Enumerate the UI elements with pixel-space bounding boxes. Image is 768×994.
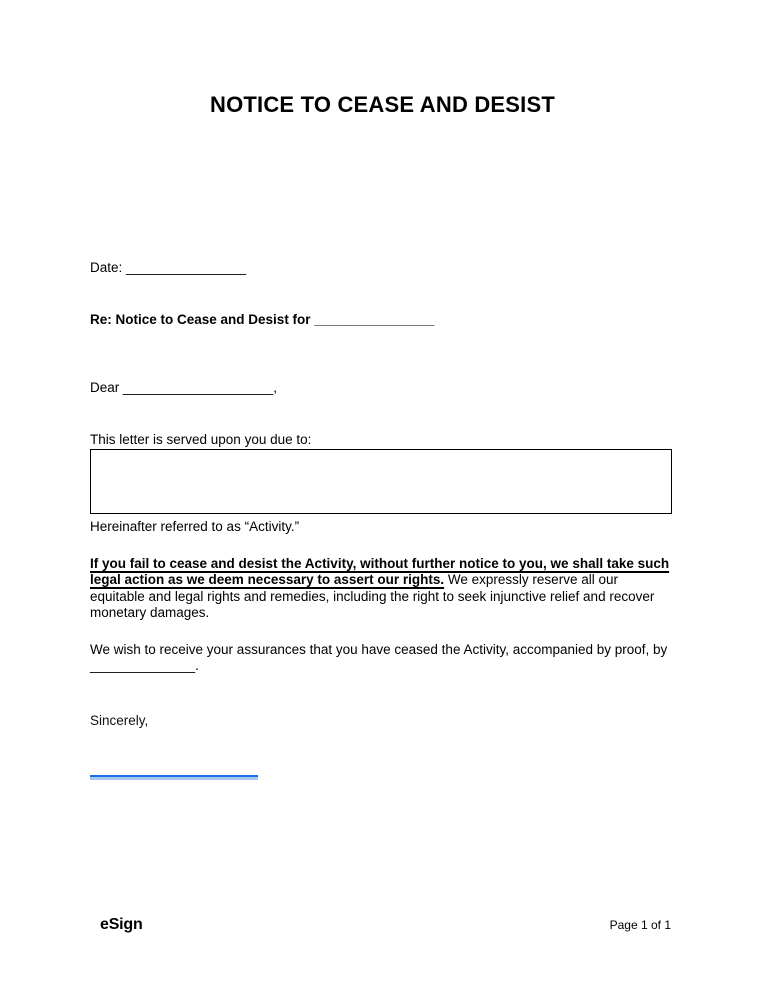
warning-rest-text: We expressly reserve all our equitable and legal rights and remedies, including the right to seek injunctive relief and recover monetary damages. [90,572,655,620]
re-blank-field[interactable]: ________________ [314,311,435,327]
proof-date-field[interactable]: ______________ [90,658,196,673]
warning-paragraph [90,556,675,622]
recipient-name-field[interactable]: ____________________ [123,380,274,395]
closing-label: Sincerely, [90,712,149,728]
esign-logo: eSign [100,916,143,933]
assurance-paragraph [90,642,675,675]
served-line: This letter is served upon you due to: [90,431,312,447]
assurance-text: We wish to receive your assurances that you have ceased the Activity, accompanied by proof, by [90,641,668,657]
hereinafter-line: Hereinafter referred to as “Activity.” [90,519,300,534]
salutation-line [90,380,675,397]
date-line [90,260,675,277]
activity-input-box[interactable] [90,449,672,514]
re-label: Re: Notice to Cease and Desist for [90,311,315,327]
signature-field[interactable] [90,775,258,780]
document-title: NOTICE TO CEASE AND DESIST [209,92,556,117]
salutation-label: Dear [90,380,124,395]
page-indicator: Page 1 of 1 [609,918,671,932]
date-blank-field[interactable]: ________________ [126,260,247,275]
footer [100,916,671,934]
date-label: Date: [90,260,127,275]
re-line [90,312,675,329]
assurance-period: . [195,658,199,673]
warning-bold-text: If you fail to cease and desist the Activity, without further notice to you, we shall take such legal action as we deem necessary to assert our rights. [90,555,670,587]
letter-body [90,0,675,780]
salutation-comma: , [273,380,277,395]
